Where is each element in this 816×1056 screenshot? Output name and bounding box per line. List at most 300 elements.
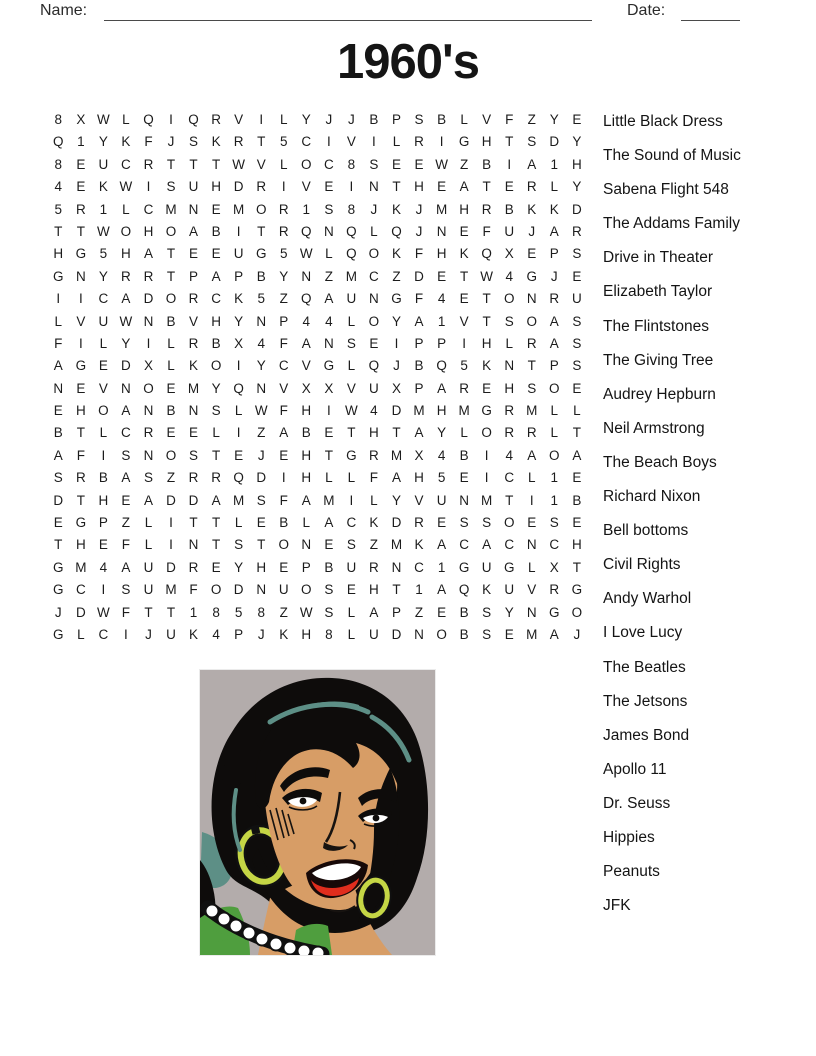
word-search-grid bbox=[47, 109, 588, 646]
grid-letter: T bbox=[189, 156, 198, 172]
grid-letter: H bbox=[75, 537, 86, 553]
grid-letter: A bbox=[549, 223, 559, 239]
grid-letter: Y bbox=[549, 112, 559, 127]
grid-letter: M bbox=[165, 201, 177, 217]
grid-letter: A bbox=[549, 626, 559, 642]
grid-letter: E bbox=[459, 470, 469, 486]
grid-letter: T bbox=[257, 134, 266, 150]
grid-letter: H bbox=[369, 582, 379, 598]
grid-letter: S bbox=[572, 313, 582, 329]
grid-letter: N bbox=[323, 223, 334, 239]
grid-letter: S bbox=[572, 335, 582, 351]
grid-letter: U bbox=[233, 246, 244, 262]
grid-letter: P bbox=[549, 246, 559, 262]
grid-letter: Z bbox=[527, 112, 536, 127]
grid-letter: X bbox=[301, 380, 311, 396]
grid-letter: S bbox=[143, 470, 153, 486]
grid-letter: R bbox=[504, 425, 515, 441]
grid-letter: R bbox=[211, 112, 221, 127]
grid-letter: M bbox=[435, 201, 448, 217]
grid-letter: E bbox=[121, 492, 131, 508]
grid-letter: E bbox=[98, 358, 108, 374]
grid-letter: J bbox=[257, 626, 265, 642]
grid-letter: N bbox=[323, 335, 334, 351]
grid-letter: B bbox=[301, 425, 311, 441]
grid-letter: Y bbox=[211, 380, 221, 396]
grid-letter: B bbox=[437, 112, 447, 127]
grid-letter: Z bbox=[324, 268, 333, 284]
grid-letter: L bbox=[234, 403, 243, 419]
grid-letter: 8 bbox=[54, 112, 63, 127]
grid-letter: N bbox=[301, 268, 312, 284]
grid-letter: L bbox=[99, 335, 108, 351]
grid-letter: Y bbox=[572, 134, 582, 150]
grid-letter: M bbox=[233, 492, 245, 508]
grid-letter: R bbox=[75, 470, 86, 486]
word-list-item: Dr. Seuss bbox=[603, 794, 671, 812]
grid-letter: I bbox=[169, 537, 173, 553]
grid-letter: I bbox=[349, 179, 354, 195]
grid-letter: 8 bbox=[347, 156, 356, 172]
grid-letter: L bbox=[370, 492, 378, 508]
grid-letter: T bbox=[392, 582, 401, 598]
grid-letter: N bbox=[459, 492, 469, 508]
grid-letter: V bbox=[414, 492, 424, 508]
grid-letter: J bbox=[415, 201, 423, 217]
grid-letter: I bbox=[56, 291, 61, 307]
grid-letter: L bbox=[167, 335, 175, 351]
grid-letter: B bbox=[414, 358, 424, 374]
grid-letter: E bbox=[279, 559, 289, 575]
grid-letter: R bbox=[211, 470, 221, 486]
grid-letter: R bbox=[121, 268, 131, 284]
grid-letter: N bbox=[188, 201, 199, 217]
grid-letter: C bbox=[75, 582, 86, 598]
grid-letter: T bbox=[189, 515, 198, 531]
grid-letter: G bbox=[458, 134, 470, 150]
grid-letter: E bbox=[211, 201, 221, 217]
grid-letter: 1 bbox=[550, 492, 559, 508]
grid-letter: P bbox=[437, 335, 447, 351]
grid-letter: T bbox=[257, 537, 266, 553]
grid-letter: C bbox=[121, 156, 131, 172]
grid-letter: W bbox=[345, 403, 358, 419]
grid-letter: S bbox=[482, 515, 492, 531]
grid-letter: E bbox=[459, 223, 469, 239]
grid-letter: L bbox=[347, 626, 356, 642]
grid-letter: X bbox=[504, 246, 514, 262]
grid-letter: O bbox=[165, 223, 177, 239]
grid-letter: B bbox=[256, 268, 266, 284]
grid-letter: L bbox=[279, 156, 288, 172]
grid-letter: O bbox=[549, 380, 560, 396]
grid-letter: H bbox=[211, 179, 221, 195]
grid-letter: K bbox=[189, 626, 199, 642]
grid-letter: T bbox=[211, 515, 221, 531]
grid-letter: M bbox=[413, 403, 425, 419]
grid-letter: S bbox=[53, 470, 63, 486]
grid-letter: T bbox=[211, 537, 221, 553]
word-list-item: Little Black Dress bbox=[603, 113, 723, 130]
grid-letter: C bbox=[414, 559, 424, 575]
grid-letter: A bbox=[391, 470, 401, 486]
grid-letter: B bbox=[459, 447, 469, 463]
grid-letter: O bbox=[98, 403, 109, 419]
grid-letter: U bbox=[571, 291, 582, 307]
grid-letter: A bbox=[121, 470, 131, 486]
grid-letter: C bbox=[346, 515, 357, 531]
grid-letter: B bbox=[98, 470, 108, 486]
grid-letter: T bbox=[572, 425, 581, 441]
grid-letter: T bbox=[76, 425, 85, 441]
grid-letter: J bbox=[325, 112, 333, 127]
grid-letter: Z bbox=[279, 291, 288, 307]
grid-letter: F bbox=[279, 492, 288, 508]
grid-letter: 8 bbox=[54, 156, 63, 172]
grid-letter: H bbox=[301, 403, 312, 419]
grid-letter: Q bbox=[301, 223, 312, 239]
grid-letter: R bbox=[549, 291, 560, 307]
grid-letter: F bbox=[121, 604, 131, 620]
grid-letter: H bbox=[481, 134, 492, 150]
grid-letter: S bbox=[369, 156, 379, 172]
grid-letter: O bbox=[210, 582, 222, 598]
grid-letter: S bbox=[549, 515, 559, 531]
grid-letter: Y bbox=[504, 604, 514, 620]
grid-letter: C bbox=[98, 626, 109, 642]
grid-letter: F bbox=[76, 447, 85, 463]
grid-letter: P bbox=[391, 112, 401, 127]
page-title: 1960's bbox=[337, 35, 479, 89]
grid-letter: J bbox=[528, 223, 536, 239]
grid-letter: O bbox=[549, 447, 560, 463]
grid-letter: A bbox=[437, 380, 447, 396]
grid-letter: I bbox=[394, 335, 399, 351]
grid-letter: N bbox=[256, 582, 267, 598]
grid-letter: 8 bbox=[212, 604, 220, 620]
word-list-item: The Flintstones bbox=[603, 317, 709, 335]
grid-letter: P bbox=[549, 358, 559, 374]
grid-letter: T bbox=[482, 313, 491, 329]
grid-letter: 4 bbox=[212, 626, 220, 642]
grid-letter: I bbox=[78, 335, 83, 351]
grid-letter: W bbox=[480, 268, 494, 284]
grid-letter: N bbox=[121, 380, 131, 396]
grid-letter: I bbox=[124, 626, 128, 642]
grid-letter: 8 bbox=[257, 604, 265, 620]
grid-letter: R bbox=[256, 179, 267, 195]
grid-letter: I bbox=[281, 470, 286, 486]
grid-letter: R bbox=[188, 559, 199, 575]
grid-letter: M bbox=[458, 403, 470, 419]
grid-letter: L bbox=[528, 559, 536, 575]
grid-letter: M bbox=[390, 537, 403, 553]
grid-letter: E bbox=[76, 179, 86, 195]
grid-letter: B bbox=[459, 604, 469, 620]
grid-letter: A bbox=[301, 492, 311, 508]
grid-letter: A bbox=[572, 447, 582, 463]
grid-letter: B bbox=[211, 335, 221, 351]
grid-letter: J bbox=[167, 134, 175, 150]
grid-letter: 5 bbox=[460, 358, 468, 374]
grid-letter: L bbox=[505, 335, 513, 351]
grid-letter: S bbox=[346, 335, 356, 351]
grid-letter: Q bbox=[436, 358, 447, 374]
grid-letter: T bbox=[324, 447, 333, 463]
grid-letter: A bbox=[549, 335, 559, 351]
word-list-item: Neil Armstrong bbox=[603, 419, 705, 437]
grid-letter: E bbox=[166, 425, 176, 441]
word-list-item: The Sound of Music bbox=[603, 147, 741, 165]
grid-letter: H bbox=[481, 335, 492, 351]
grid-letter: C bbox=[459, 537, 469, 553]
grid-letter: Y bbox=[234, 313, 244, 329]
grid-letter: A bbox=[143, 492, 153, 508]
grid-letter: U bbox=[504, 223, 515, 239]
grid-letter: S bbox=[482, 604, 492, 620]
grid-letter: A bbox=[527, 447, 537, 463]
grid-letter: G bbox=[53, 559, 64, 575]
grid-letter: R bbox=[549, 582, 560, 598]
grid-letter: E bbox=[437, 515, 447, 531]
grid-letter: P bbox=[279, 313, 289, 329]
grid-letter: S bbox=[256, 492, 266, 508]
grid-letter: H bbox=[256, 559, 267, 575]
grid-letter: K bbox=[98, 179, 108, 195]
grid-letter: Z bbox=[414, 604, 424, 620]
grid-letter: O bbox=[526, 313, 538, 329]
grid-letter: E bbox=[53, 403, 63, 419]
grid-letter: D bbox=[233, 179, 244, 195]
grid-letter: J bbox=[145, 626, 152, 642]
grid-letter: R bbox=[414, 134, 424, 150]
grid-letter: E bbox=[414, 156, 424, 172]
word-list-item: The Jetsons bbox=[603, 692, 688, 710]
grid-letter: R bbox=[188, 335, 199, 351]
grid-letter: I bbox=[439, 134, 444, 150]
grid-letter: L bbox=[550, 425, 559, 441]
grid-letter: C bbox=[504, 537, 515, 553]
word-list-item: Civil Rights bbox=[603, 556, 681, 574]
grid-letter: Y bbox=[301, 112, 311, 127]
grid-letter: I bbox=[372, 134, 376, 150]
grid-letter: C bbox=[504, 470, 515, 486]
grid-letter: I bbox=[146, 179, 151, 195]
grid-letter: W bbox=[96, 604, 110, 620]
grid-letter: T bbox=[257, 223, 266, 239]
grid-letter: S bbox=[121, 582, 131, 598]
grid-letter: E bbox=[437, 179, 447, 195]
grid-letter: X bbox=[324, 380, 334, 396]
grid-letter: H bbox=[436, 246, 447, 262]
grid-letter: I bbox=[529, 492, 534, 508]
word-list-item: Elizabeth Taylor bbox=[603, 283, 713, 301]
grid-letter: G bbox=[75, 246, 87, 262]
grid-letter: L bbox=[302, 515, 311, 531]
grid-letter: 1 bbox=[189, 604, 198, 620]
retro-woman-illustration bbox=[200, 670, 435, 955]
grid-letter: D bbox=[53, 492, 64, 508]
grid-letter: G bbox=[346, 447, 357, 463]
grid-letter: I bbox=[326, 403, 331, 419]
grid-letter: T bbox=[505, 134, 514, 150]
grid-letter: S bbox=[572, 358, 582, 374]
grid-letter: H bbox=[143, 223, 154, 239]
grid-letter: D bbox=[414, 268, 424, 284]
grid-letter: T bbox=[572, 559, 581, 575]
grid-letter: 8 bbox=[347, 201, 356, 217]
grid-letter: E bbox=[527, 246, 537, 262]
grid-letter: U bbox=[98, 156, 109, 172]
grid-letter: T bbox=[392, 425, 401, 441]
name-label: Name: bbox=[40, 2, 88, 19]
grid-letter: L bbox=[122, 201, 130, 217]
grid-letter: 4 bbox=[302, 313, 311, 329]
grid-letter: T bbox=[211, 156, 221, 172]
grid-letter: T bbox=[347, 425, 356, 441]
grid-letter: N bbox=[188, 403, 199, 419]
grid-letter: Q bbox=[368, 358, 380, 374]
grid-letter: L bbox=[460, 425, 468, 441]
grid-letter: A bbox=[189, 223, 199, 239]
grid-letter: Y bbox=[572, 179, 582, 195]
grid-letter: W bbox=[119, 179, 133, 195]
grid-letter: O bbox=[120, 223, 132, 239]
grid-letter: V bbox=[279, 380, 289, 396]
grid-letter: H bbox=[459, 201, 469, 217]
grid-letter: R bbox=[369, 559, 379, 575]
grid-letter: D bbox=[233, 582, 244, 598]
grid-letter: N bbox=[256, 380, 267, 396]
grid-letter: O bbox=[165, 291, 177, 307]
grid-letter: C bbox=[323, 156, 334, 172]
grid-letter: W bbox=[119, 313, 133, 329]
grid-letter: H bbox=[301, 626, 312, 642]
grid-letter: R bbox=[459, 380, 469, 396]
grid-letter: L bbox=[370, 223, 378, 239]
grid-letter: L bbox=[528, 470, 536, 486]
word-list-item: Richard Nixon bbox=[603, 488, 701, 506]
grid-letter: F bbox=[121, 537, 131, 553]
grid-letter: A bbox=[53, 447, 63, 463]
grid-letter: Y bbox=[391, 492, 401, 508]
grid-letter: Q bbox=[481, 246, 492, 262]
grid-letter: Q bbox=[53, 134, 64, 150]
grid-letter: H bbox=[571, 156, 582, 172]
grid-letter: F bbox=[414, 291, 424, 307]
grid-letter: B bbox=[369, 112, 379, 127]
grid-letter: S bbox=[504, 313, 514, 329]
grid-letter: E bbox=[391, 156, 401, 172]
grid-letter: F bbox=[144, 134, 153, 150]
grid-letter: P bbox=[414, 380, 424, 396]
grid-letter: F bbox=[414, 246, 424, 262]
grid-letter: B bbox=[459, 626, 469, 642]
grid-letter: N bbox=[414, 626, 424, 642]
grid-letter: K bbox=[279, 626, 289, 642]
grid-letter: Q bbox=[233, 470, 244, 486]
grid-letter: A bbox=[437, 582, 447, 598]
word-list-item: The Beatles bbox=[603, 658, 686, 676]
grid-letter: O bbox=[436, 626, 447, 642]
grid-letter: D bbox=[391, 626, 402, 642]
grid-letter: D bbox=[75, 604, 86, 620]
grid-letter: C bbox=[549, 537, 560, 553]
grid-letter: W bbox=[435, 156, 448, 172]
grid-letter: K bbox=[391, 201, 401, 217]
grid-letter: E bbox=[459, 291, 469, 307]
grid-letter: A bbox=[549, 313, 559, 329]
grid-letter: U bbox=[504, 582, 515, 598]
grid-letter: G bbox=[481, 403, 492, 419]
grid-letter: M bbox=[390, 447, 403, 463]
grid-letter: B bbox=[53, 425, 63, 441]
grid-letter: M bbox=[345, 268, 357, 284]
grid-letter: N bbox=[504, 358, 515, 374]
grid-letter: N bbox=[75, 268, 86, 284]
grid-letter: U bbox=[346, 291, 357, 307]
grid-letter: W bbox=[299, 246, 313, 262]
grid-letter: O bbox=[481, 425, 492, 441]
grid-letter: 5 bbox=[54, 201, 63, 217]
grid-letter: V bbox=[98, 380, 108, 396]
grid-letter: V bbox=[301, 179, 311, 195]
grid-letter: C bbox=[121, 425, 131, 441]
grid-letter: N bbox=[53, 380, 64, 396]
grid-letter: G bbox=[503, 559, 515, 575]
grid-letter: A bbox=[121, 291, 131, 307]
grid-letter: C bbox=[211, 291, 221, 307]
grid-letter: E bbox=[76, 380, 86, 396]
grid-letter: E bbox=[572, 112, 582, 127]
grid-letter: Q bbox=[233, 380, 244, 396]
grid-letter: R bbox=[571, 223, 582, 239]
grid-letter: V bbox=[459, 313, 469, 329]
grid-letter: B bbox=[324, 559, 334, 575]
grid-letter: E bbox=[324, 425, 334, 441]
grid-letter: H bbox=[504, 380, 515, 396]
grid-letter: G bbox=[549, 604, 560, 620]
grid-letter: I bbox=[326, 134, 331, 150]
grid-letter: W bbox=[96, 112, 110, 127]
grid-letter: J bbox=[257, 447, 265, 463]
grid-letter: E bbox=[98, 537, 108, 553]
grid-letter: E bbox=[189, 246, 199, 262]
grid-letter: E bbox=[369, 335, 379, 351]
grid-letter: B bbox=[572, 492, 582, 508]
grid-letter: 4 bbox=[505, 268, 513, 284]
grid-letter: D bbox=[166, 559, 176, 575]
grid-letter: P bbox=[301, 559, 311, 575]
grid-letter: M bbox=[187, 380, 200, 396]
grid-letter: T bbox=[54, 223, 63, 239]
grid-letter: E bbox=[504, 179, 514, 195]
grid-letter: M bbox=[526, 403, 538, 419]
grid-letter: I bbox=[146, 335, 151, 351]
grid-letter: W bbox=[254, 403, 268, 419]
word-list-item: Andy Warhol bbox=[603, 590, 692, 608]
grid-letter: U bbox=[369, 380, 379, 396]
grid-letter: 4 bbox=[437, 291, 446, 307]
grid-letter: Y bbox=[234, 559, 244, 575]
grid-letter: M bbox=[233, 201, 245, 217]
grid-letter: T bbox=[76, 223, 85, 239]
grid-letter: L bbox=[144, 515, 153, 531]
grid-letter: 5 bbox=[437, 470, 446, 486]
grid-letter: U bbox=[346, 559, 357, 575]
grid-letter: F bbox=[505, 112, 514, 127]
grid-letter: Q bbox=[391, 223, 402, 239]
